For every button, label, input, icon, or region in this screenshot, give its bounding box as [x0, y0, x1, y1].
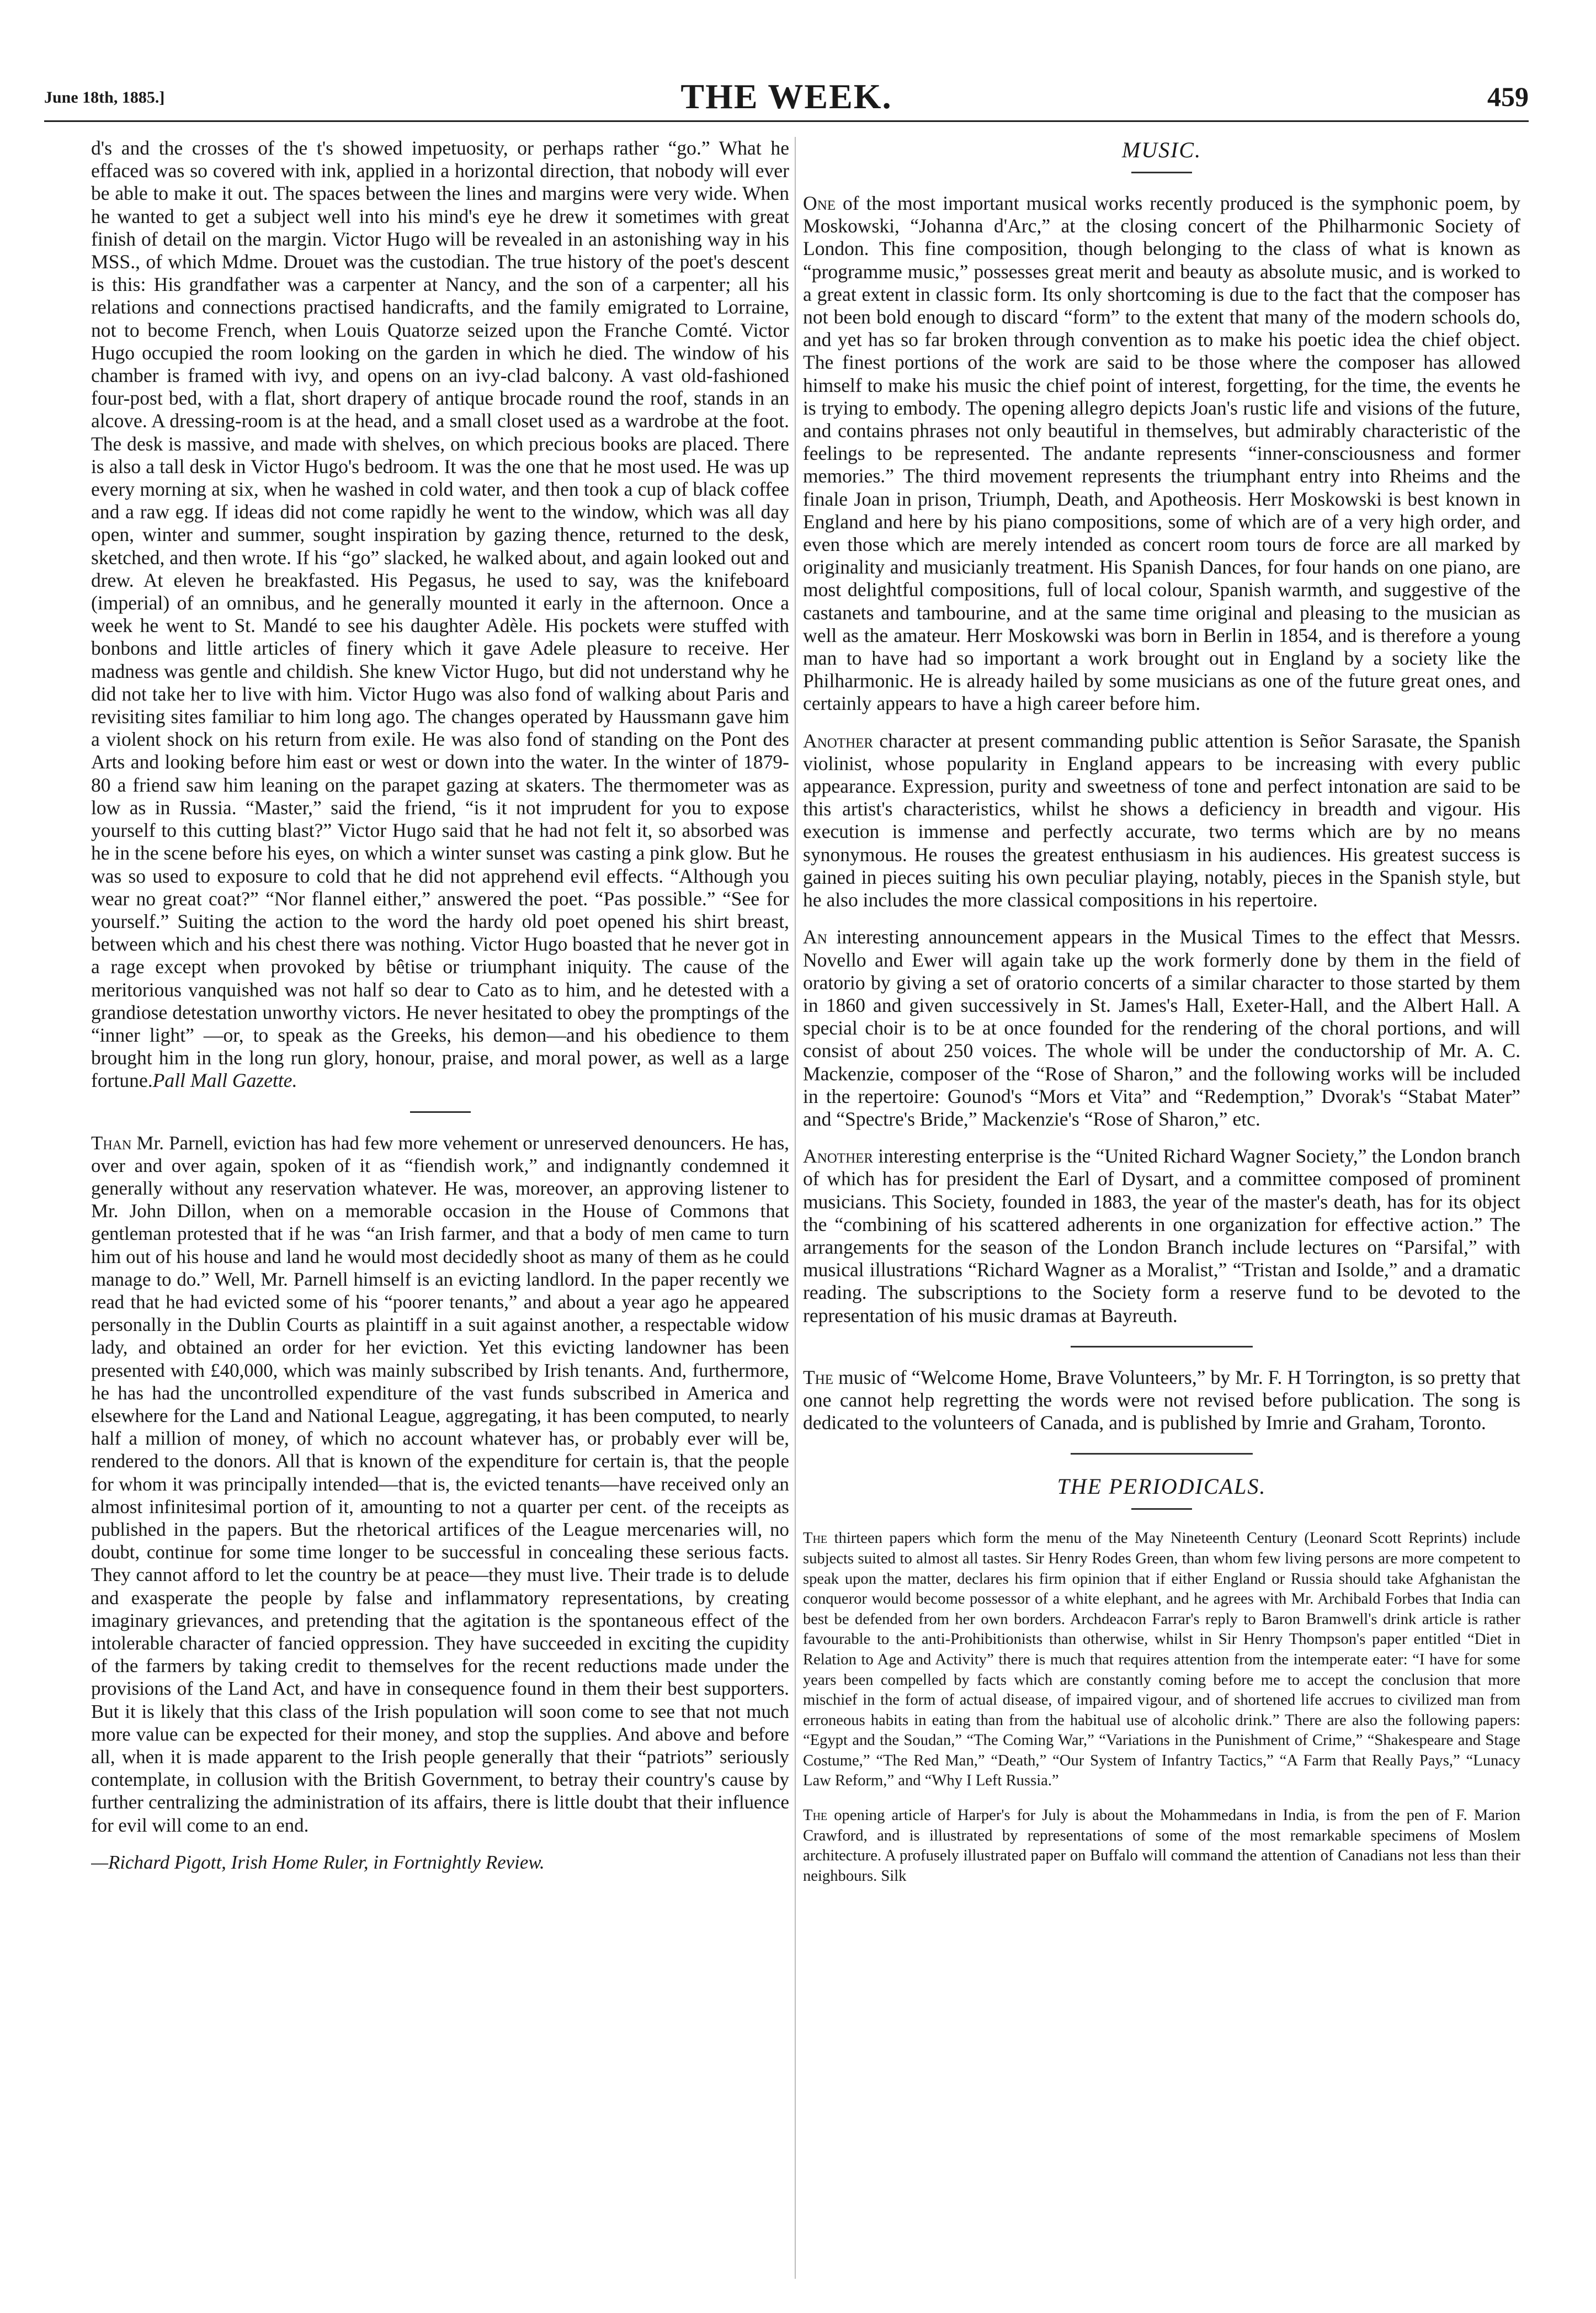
hugo-article-source: Pall Mall Gazette. [152, 1069, 297, 1092]
parnell-article [91, 1132, 789, 1837]
right-column [803, 137, 1520, 2291]
music-paragraph [803, 1145, 1520, 1327]
hugo-article-text: d's and the crosses of the t's showed impetuosity, or perhaps rather “go.” What he effaced was so covered with ink, applied in a horizontal direction, that nobody will ever be able to make it out. The spaces between the lines and margins were very wide. When he wanted to get a subject well into his mind's eye he drew it sometimes with great finish of detail on the margin. Victor Hugo will be revealed in an astonishing way in his MSS., of which Mdme. Drouet was the custodian. The true history of the poet's descent is this: His grandfather was a carpenter at Nancy, and the son of a carpenter; all his relations and connections practised handicrafts, and the family emigrated to Lorraine, not to become French, when Louis Quatorze seized upon the Franche Comté. Victor Hugo occupied the room looking on the garden in which he died. The window of his chamber is framed with ivy, and opens on an ivy-clad balcony. A vast old-fashioned four-post bed, with a flat, short drapery of antique brocade round the roof, stands in an alcove. A dressing-room is at the head, and a small closet used as a wardrobe at the foot. The desk is massive, and made with shelves, on which precious books are placed. There is also a tall desk in Victor Hugo's bedroom. It was the one that he most used. He was up every morning at six, when he washed in cold water, and then took a cup of black coffee and a raw egg. If ideas did not come rapidly he went to the window, which was all day open, winter and summer, sought inspiration by gazing thence, returned to the desk, sketched, and then wrote. If his “go” slacked, he walked about, and again looked out and drew. At eleven he breakfasted. His Pegasus, he used to say, was the knifeboard (imperial) of an omnibus, and he generally mounted it early in the afternoon. Once a week he went to St. Mandé to see his daughter Adèle. His pockets were stuffed with bonbons and little articles of finery which it gave Adele pleasure to receive. Her madness was gentle and childish. She knew Victor Hugo, but did not understand why he did not take her to live with him. Victor Hugo was also fond of walking about Paris and revisiting sites familiar to him long ago. The changes operated by Haussmann gave him a violent shock on his return from exile. He was also fond of standing on the Pont des Arts and looking before him east or west or down into the water. In the winter of 1879-80 a friend saw him leaning on the parapet gazing at skaters. The thermometer was as low as in Russia. “Master,” said the friend, “is it not imprudent for you to expose yourself to this cutting blast?” Victor Hugo said that he had not felt it, so absorbed was he in the scene before his eyes, on which a winter sunset was casting a pink glow. But he was so used to exposure to cold that he did not apprehend evil effects. “Although you wear no great coat?” “Nor flannel either,” answered the poet. “Pas possible.” “See for yourself.” Suiting the action to the word the hardy old poet opened his shirt breast, between which and his chest there was nothing. Victor Hugo boasted that he never got in a rage except when provoked by bêtise or triumphant iniquity. The cause of the meritorious vanquished was not half so dear to Cato as to him, and he detested with a grandiose detestation unworthy victors. He never hesitated to obey the promptings of the “inner light” —or, to speak as the Greeks, his demon—and his obedience to them brought him in the long run glory, honour, praise, and moral power, as well as a large fortune. [91, 137, 789, 1092]
lead-word: The [803, 1530, 828, 1547]
lead-word: The [803, 1366, 834, 1388]
section-divider [1071, 1453, 1253, 1455]
parnell-article-source: —Richard Pigott, Irish Home Ruler, in Fortnightly Review. [91, 1851, 545, 1873]
lead-word: One [803, 192, 836, 214]
lead-word: An [803, 926, 827, 948]
lead-word: Another [803, 1145, 874, 1168]
section-title-rule [1131, 1508, 1192, 1510]
page-number: 459 [1487, 81, 1529, 112]
paragraph-text: character at present commanding public attention is Señor Sarasate, the Spanish violinist, whose popularity in England appears to be increasing with every public appearance. Expression, purity and sweetness of tone and perfect intonation are said to be this artist's characteristics, whilst he shows a deficiency in breadth and vigour. His execution is immense and perfectly accurate, two terms which are by no means synonymous. He rouses the greatest enthusiasm in his audiences. His greatest success is gained in pieces suiting his own peculiar playing, notably, pieces in the Spanish style, but he also includes the more classical compositions in his repertoire. [803, 729, 1520, 911]
page-header [44, 76, 1529, 122]
lead-word: The [803, 1807, 828, 1824]
paragraph-text: opening article of Harper's for July is about the Mohammedans in India, is from the pen of F. Marion Crawford, and is illustrated by representations of some of the most remarkable specimens of Moslem architecture. A profusely illustrated paper on Buffalo will command the attention of Canadians not less than their neighbours. Silk [803, 1807, 1520, 1885]
section-title-rule [1131, 172, 1192, 173]
music-section-title: MUSIC. [1121, 137, 1202, 162]
parnell-lead-word: Than [91, 1132, 132, 1154]
hugo-article [91, 137, 789, 1092]
periodicals-paragraph [803, 1806, 1520, 1886]
issue-date: June 18th, 1885.] [44, 88, 165, 107]
paragraph-text: music of “Welcome Home, Brave Volunteers,” by Mr. F. H Torrington, is so pretty that one cannot help regretting the words were not revised before publication. The song is dedicated to the volunteers of Canada, and is published by Imrie and Graham, Toronto. [803, 1366, 1520, 1434]
paragraph-text: of the most important musical works recently produced is the symphonic poem, by Moskowski, “Johanna d'Arc,” at the closing concert of the Philharmonic Society of London. This fine composition, though belonging to the class of what is known as “programme music,” possesses great merit and beauty as absolute music, and is worked to a great extent in classic form. Its only shortcoming is due to the fact that the composer has not been bold enough to discard “form” to the extent that many of the modern schools do, and yet has so far broken through convention as to make his poetic idea the chief object. The finest portions of the work are said to be those where the composer has allowed himself to make his music the chief point of interest, forgetting, for the time, the events he is trying to embody. The opening allegro depicts Joan's rustic life and visions of the future, and contains phrases not only beautiful in themselves, but admirably characteristic of the feelings to be represented. The andante represents “inner-consciousness and former memories.” The third movement represents the triumphant entry into Rheims and the finale Joan in prison, Triumph, Death, and Apotheosis. Herr Moskowski is best known in England and here by his piano compositions, some of which are of a very high order, and even those which are merely intended as concert room tours de force are all marked by originality and musicianly treatment. His Spanish Dances, for four hands on one piano, are most delightful compositions, full of local colour, Spanish warmth, and suggestive of the castanets and tambourine, and at the same time original and pleasing to the musician as well as the amateur. Herr Moskowski was born in Berlin in 1854, and is therefore a young man to have had so important a work brought out in England by a society like the Philharmonic. He is already hailed by some musicians as one of the future great ones, and certainly appears to have a high career before him. [803, 192, 1520, 715]
masthead-title: THE WEEK. [680, 77, 892, 116]
paragraph-text: thirteen papers which form the menu of the May Nineteenth Century (Leonard Scott Reprints) include subjects suited to almost all tastes. Sir Henry Rodes Green, than whom few living persons are more competent to speak upon the matter, declares his firm opinion that if either England or Russia should take Afghanistan the conqueror would become possessor of a white elephant, and he agrees with Mr. Archibald Forbes that India can best be defended from her own borders. Archdeacon Farrar's reply to Baron Bramwell's drink article is rather favourable to the anti-Prohibitionists than otherwise, whilst in Sir Henry Thompson's paper entitled “Diet in Relation to Age and Activity” there is much that requires attention from the intemperate eater: “I have for some years been compelled by facts which are constantly coming before me to accept the conclusion that more mischief in the form of actual disease, of impaired vigour, and of shortened life accrues to civilized man from erroneous habits in eating than from the habitual use of alcoholic drink.” There are also the following papers: “Egypt and the Soudan,” “The Coming War,” “Variations in the Punishment of Crime,” “Shakespeare and Stage Costume,” “The Red Man,” “Death,” “Our System of Infantry Tactics,” “A Farm that Really Pays,” “Lunacy Law Reform,” and “Why I Left Russia.” [803, 1530, 1520, 1790]
parnell-article-text: Mr. Parnell, eviction has had few more vehement or unreserved denouncers. He has, over and over again, spoken of it as “fiendish work,” and indignantly condemned it generally without any reservation whatever. He was, moreover, an approving listener to Mr. John Dillon, when on a memorable occasion in the House of Commons that gentleman protested that if he was “an Irish farmer, and that a body of men came to turn him out of his house and land he would most decidedly shoot as many of them as he could manage to do.” Well, Mr. Parnell himself is an evicting landlord. In the paper recently we read that he had evicted some of his “poorer tenants,” and about a year ago he appeared personally in the Dublin Courts as plaintiff in a suit against another, a respectable widow lady, and obtained an order for her eviction. Yet this evicting landowner has been presented with £40,000, which was mainly subscribed by Irish tenants. And, furthermore, he has had the uncontrolled expenditure of the vast funds subscribed in America and elsewhere for the Land and National League, aggregating, it has been computed, to nearly half a million of money, of which no account whatever has, or probably ever will be, rendered to the donors. All that is known of the expenditure for certain is, that the people for whom it was principally intended—that is, the evicted tenants—have received only an almost infinitesimal portion of it, amounting to not a quarter per cent. of the receipts as published in the papers. But the rhetorical artifices of the League mercenaries will, no doubt, continue for some time longer to be successful in concealing these serious facts. They cannot afford to let the country be at peace—they must live. Their trade is to delude and exasperate the people by false and inflammatory representations, by creating imaginary grievances, and pretending that the agitation is the spontaneous effect of the intolerable character of fancied oppression. They have succeeded in exciting the cupidity of the farmers by taking credit to themselves for the recent reductions made under the provisions of the Land Act, and have in consequence found in them their best supporters. But it is likely that this class of the Irish population will soon come to see that not much more value can be expected for their money, and stop the supplies. And above and before all, when it is made apparent to the Irish people generally that their “patriots” seriously contemplate, in collusion with the British Government, to betray their country's cause by further centralizing the administration of its affairs, there is little doubt that their influence for evil will come to an end. [91, 1132, 789, 1836]
left-column [91, 137, 789, 2291]
column-divider [795, 137, 796, 2279]
periodicals-section-title: THE PERIODICALS. [1057, 1474, 1267, 1499]
music-paragraph [803, 1366, 1520, 1435]
music-paragraph [803, 192, 1520, 715]
article-divider [1071, 1346, 1253, 1348]
paragraph-text: interesting enterprise is the “United Richard Wagner Society,” the London branch of which has for president the Earl of Dysart, and a committee composed of prominent musicians. This Society, founded in 1883, the year of the master's death, has for its object the “combining of his scattered adherents in one organization for effective action.” The arrangements for the season of the London Branch include lectures on “Parsifal,” with musical illustrations “Richard Wagner as a Moralist,” “Tristan and Isolde,” and a dramatic reading. The subscriptions to the Society form a reserve fund to be devoted to the representation of his music dramas at Bayreuth. [803, 1145, 1520, 1327]
periodicals-paragraph [803, 1529, 1520, 1791]
paragraph-text: interesting announcement appears in the Musical Times to the effect that Messrs. Novello and Ewer will again take up the work formerly done by them in the field of oratorio by giving a set of oratorio concerts of a similar character to those started by them in 1860 and given successively in St. James's Hall, Exeter-Hall, and the Albert Hall. A special choir is to be at once founded for the rendering of the choral portions, and will consist of about 250 voices. The whole will be under the conductorship of Mr. A. C. Mackenzie, composer of the “Rose of Sharon,” and the following works will be included in the repertoire: Gounod's “Mors et Vita” and “Redemption,” Dvorak's “Stabat Mater” and “Spectre's Bride,” Mackenzie's “Rose of Sharon,” etc. [803, 926, 1520, 1130]
music-paragraph [803, 730, 1520, 912]
article-divider [410, 1111, 471, 1113]
music-paragraph [803, 926, 1520, 1131]
lead-word: Another [803, 729, 874, 752]
